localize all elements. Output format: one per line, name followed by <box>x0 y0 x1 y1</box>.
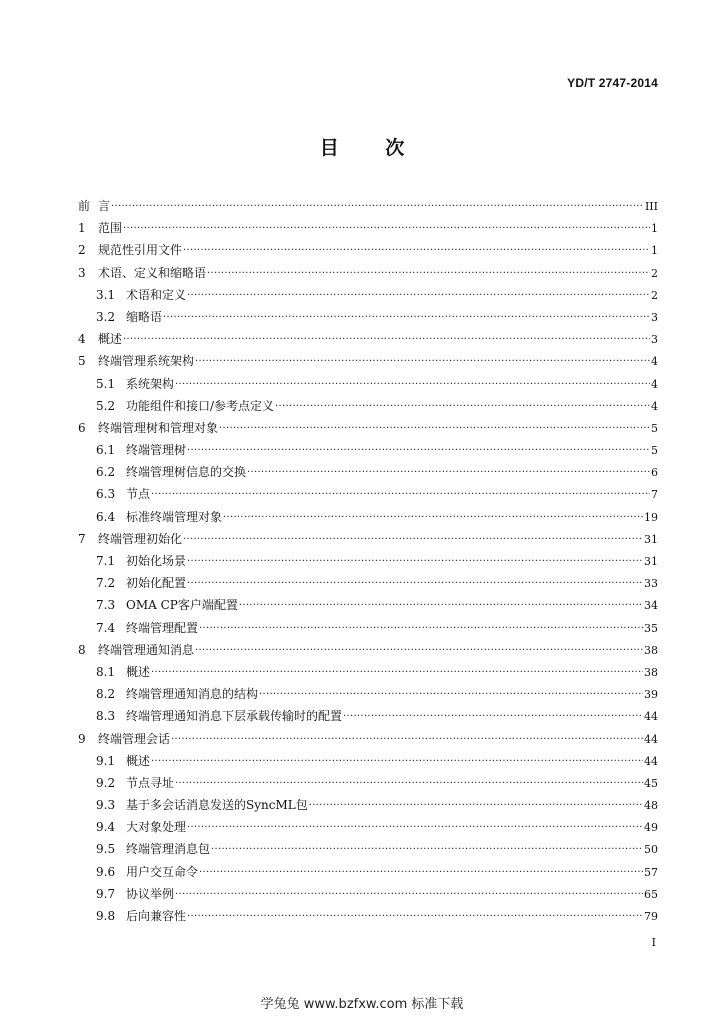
page-number: I <box>651 936 656 949</box>
dot-leader <box>309 793 643 817</box>
toc-entry-number: 6.1 <box>96 443 116 458</box>
toc-entry-label: 初始化配置 <box>126 576 187 591</box>
dot-leader <box>123 216 650 240</box>
dot-leader <box>195 349 650 373</box>
toc-entry-label: 终端管理树和管理对象 <box>98 420 219 435</box>
toc-entry-page: III <box>644 200 658 213</box>
toc-entry-number: 9.6 <box>96 864 116 879</box>
toc-entry-number: 7.2 <box>96 576 116 591</box>
toc-entry[interactable] <box>78 395 658 417</box>
toc-entry-label: 终端管理系统架构 <box>98 354 195 369</box>
toc-entry-label: 终端管理树信息的交换 <box>126 465 247 480</box>
toc-entry[interactable] <box>78 439 658 461</box>
toc-entry-number: 9.2 <box>96 775 116 790</box>
toc-entry-number: 7 <box>78 531 86 546</box>
toc-entry-page: 39 <box>644 688 658 702</box>
toc-entry-label: 协议举例 <box>126 886 175 901</box>
toc-entry[interactable] <box>78 417 658 439</box>
dot-leader <box>151 482 650 506</box>
toc-entry-label: 终端管理配置 <box>126 620 199 635</box>
dot-leader <box>183 527 643 551</box>
dot-leader <box>259 682 643 706</box>
toc-entry-label: 术语、定义和缩略语 <box>98 265 207 280</box>
toc-entry[interactable] <box>78 239 658 261</box>
dot-leader <box>111 194 644 218</box>
toc-entry-number: 9.3 <box>96 798 116 813</box>
toc-entry-label: 终端管理初始化 <box>98 531 183 546</box>
toc-entry-page: 44 <box>644 710 658 724</box>
toc-entry-label: 范围 <box>98 221 123 236</box>
toc-entry-label: 系统架构 <box>126 376 175 391</box>
document-id: YD/T 2747-2014 <box>567 76 658 90</box>
dot-leader <box>175 771 643 795</box>
toc-entry-label: 节点 <box>126 487 151 502</box>
toc-entry-label: 概述 <box>126 664 151 679</box>
toc-entry-number: 8 <box>78 642 86 657</box>
toc-entry-label: 术语和定义 <box>126 287 187 302</box>
toc-entry-number: 7.3 <box>96 598 116 613</box>
toc-entry[interactable] <box>78 861 658 883</box>
toc-entry-page: 2 <box>651 266 658 280</box>
dot-leader <box>187 815 643 839</box>
toc-entry-number: 8.3 <box>96 709 116 724</box>
toc-entry-label: 终端管理消息包 <box>126 842 211 857</box>
toc-entry-page: 57 <box>644 865 658 879</box>
toc-entry-page: 33 <box>644 577 658 591</box>
toc-entry-number: 7.4 <box>96 620 116 635</box>
watermark-text: 学兔兔 www.bzfxw.com 标准下载 <box>260 997 464 1012</box>
dot-leader <box>247 460 650 484</box>
toc-entry[interactable] <box>78 594 658 616</box>
toc-entry-label: 概述 <box>126 753 151 768</box>
toc-entry-label: 用户交互命令 <box>126 864 199 879</box>
toc-entry[interactable] <box>78 683 658 705</box>
toc-entry-page: 4 <box>651 355 658 369</box>
dot-leader <box>183 238 650 262</box>
toc-entry-label: 终端管理树 <box>126 443 187 458</box>
toc-entry-number: 6.3 <box>96 487 116 502</box>
toc-entry-page: 31 <box>644 532 658 546</box>
toc-entry-label: 规范性引用文件 <box>98 243 183 258</box>
toc-entry-page: 5 <box>651 444 658 458</box>
toc-entry-page: 44 <box>644 754 658 768</box>
toc-entry[interactable] <box>78 617 658 639</box>
toc-entry[interactable] <box>78 661 658 683</box>
dot-leader <box>275 394 650 418</box>
dot-leader <box>123 327 650 351</box>
toc-entry[interactable] <box>78 195 658 217</box>
toc-entry-page: 49 <box>644 821 658 835</box>
toc-entry[interactable] <box>78 572 658 594</box>
dot-leader <box>187 571 643 595</box>
toc-entry-label: 终端管理通知消息的结构 <box>126 687 259 702</box>
dot-leader <box>171 727 643 751</box>
toc-entry-page: 35 <box>644 621 658 635</box>
toc-entry-page: 38 <box>644 665 658 679</box>
toc-entry[interactable] <box>78 483 658 505</box>
toc-entry[interactable] <box>78 728 658 750</box>
toc-entry-page: 6 <box>651 466 658 480</box>
toc-entry-number: 6 <box>78 420 86 435</box>
toc-entry-label: 终端管理会话 <box>98 731 171 746</box>
toc-entry-page: 79 <box>644 910 658 923</box>
toc-entry-number: 1 <box>78 221 86 236</box>
toc-entry-label: 初始化场景 <box>126 554 187 568</box>
toc-entry-label: 标准终端管理对象 <box>126 509 223 524</box>
toc-entry[interactable] <box>78 772 658 794</box>
toc-entry-page: 48 <box>644 799 658 813</box>
dot-leader <box>199 860 643 884</box>
toc-entry[interactable] <box>78 328 658 350</box>
dot-leader <box>343 704 643 728</box>
toc-entry-number: 5.2 <box>96 398 116 413</box>
toc-entry-page: 3 <box>651 310 658 324</box>
toc-entry-label: 后向兼容性 <box>126 909 187 923</box>
toc-entry-label: 节点寻址 <box>126 775 175 790</box>
dot-leader <box>207 261 650 285</box>
dot-leader <box>151 749 643 773</box>
toc-entry-label: 终端管理通知消息 <box>98 642 195 657</box>
toc-entry-label: 言 <box>98 199 111 213</box>
toc-entry-number: 9.8 <box>96 909 116 923</box>
toc-entry[interactable] <box>78 794 658 816</box>
toc-entry-page: 31 <box>644 555 658 568</box>
dot-leader <box>151 660 643 684</box>
toc-entry[interactable] <box>78 639 658 661</box>
toc-entry[interactable] <box>78 262 658 284</box>
toc-entry-number: 5.1 <box>96 376 116 391</box>
toc-entry-page: 44 <box>644 732 658 746</box>
toc-entry-label: 概述 <box>98 332 123 347</box>
toc-entry-number: 8.1 <box>96 664 116 679</box>
dot-leader <box>175 882 643 906</box>
toc-entry[interactable] <box>78 461 658 483</box>
toc-entry-number: 9.5 <box>96 842 116 857</box>
dot-leader <box>199 616 643 640</box>
dot-leader <box>187 904 643 928</box>
page-title: 目 次 <box>319 137 425 159</box>
toc-entry-page: 2 <box>651 288 658 302</box>
toc-entry[interactable] <box>78 284 658 306</box>
dot-leader <box>211 837 643 861</box>
dot-leader <box>219 416 650 440</box>
toc-entry-page: 4 <box>651 377 658 391</box>
toc-entry-number: 8.2 <box>96 687 116 702</box>
toc-entry-page: 34 <box>644 599 658 613</box>
toc-entry-page: 4 <box>651 399 658 413</box>
dot-leader <box>175 372 650 396</box>
toc-entry-number: 9 <box>78 731 86 746</box>
toc-entry[interactable] <box>78 550 658 572</box>
toc-entry[interactable] <box>78 350 658 372</box>
toc-entry[interactable] <box>78 750 658 772</box>
toc-entry-label: OMA CP客户端配置 <box>126 598 238 613</box>
toc-entry[interactable] <box>78 838 658 860</box>
toc-entry-label: 功能组件和接口/参考点定义 <box>126 398 275 413</box>
dot-leader <box>163 305 650 329</box>
toc-entry-number: 3.1 <box>96 287 116 302</box>
toc-entry[interactable] <box>78 528 658 550</box>
toc-entry-number: 3 <box>78 265 86 280</box>
toc-entry-page: 45 <box>644 776 658 790</box>
dot-leader <box>187 549 643 573</box>
toc-entry[interactable] <box>78 905 658 927</box>
toc-entry[interactable] <box>78 883 658 905</box>
toc-entry-page: 3 <box>651 333 658 347</box>
dot-leader <box>187 283 650 307</box>
toc-entry-number: 前 <box>78 199 91 213</box>
toc-entry[interactable] <box>78 705 658 727</box>
toc-entry-label: 缩略语 <box>126 309 163 324</box>
toc-entry-label: 大对象处理 <box>126 820 187 835</box>
toc-entry[interactable] <box>78 373 658 395</box>
toc-entry-number: 3.2 <box>96 309 116 324</box>
toc-entry[interactable] <box>78 306 658 328</box>
toc-entry-page: 38 <box>644 643 658 657</box>
toc-entry-label: 基于多会话消息发送的SyncML包 <box>126 798 308 813</box>
toc-entry-number: 2 <box>78 243 86 258</box>
toc-entry[interactable] <box>78 816 658 838</box>
toc-entry-page: 50 <box>644 843 658 857</box>
dot-leader <box>195 638 643 662</box>
toc-entry-number: 9.1 <box>96 753 116 768</box>
toc-entry-page: 1 <box>651 244 658 258</box>
toc-entry-page: 5 <box>651 421 658 435</box>
toc-entry-page: 7 <box>651 488 658 502</box>
toc-entry-number: 6.4 <box>96 509 116 524</box>
toc-entry[interactable] <box>78 217 658 239</box>
toc-entry-page: 65 <box>644 887 658 901</box>
toc-entry-number: 9.4 <box>96 820 116 835</box>
toc-entry-page: 19 <box>644 510 658 524</box>
toc-entry-label: 终端管理通知消息下层承载传输时的配置 <box>126 709 343 724</box>
toc-entry-page: 1 <box>651 222 658 236</box>
toc-entry-number: 7.1 <box>96 554 116 568</box>
toc-entry-number: 6.2 <box>96 465 116 480</box>
toc-entry-number: 5 <box>78 354 86 369</box>
dot-leader <box>187 438 650 462</box>
dot-leader <box>223 505 643 529</box>
toc-entry-number: 9.7 <box>96 886 116 901</box>
toc-entry-number: 4 <box>78 332 86 347</box>
toc-entry[interactable] <box>78 506 658 528</box>
table-of-contents <box>78 195 658 927</box>
dot-leader <box>239 593 643 617</box>
